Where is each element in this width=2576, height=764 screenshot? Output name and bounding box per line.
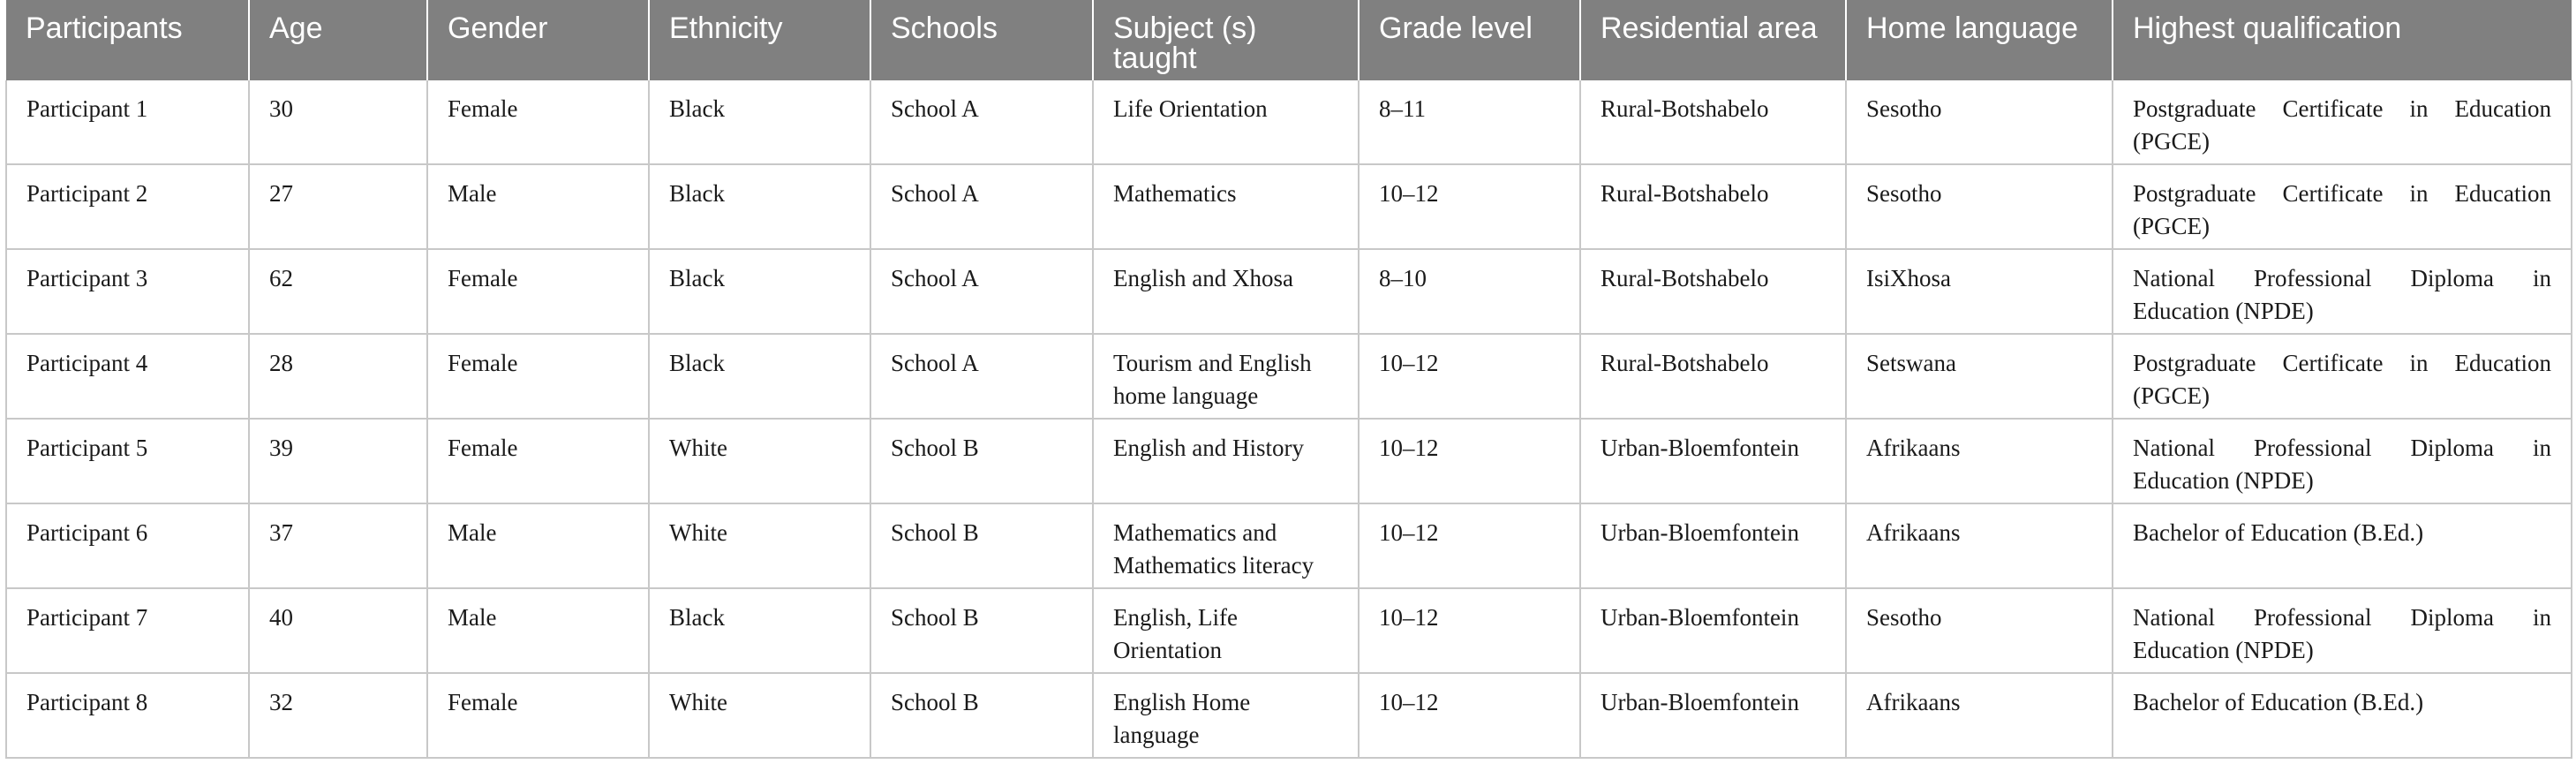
cell-ethnicity: Black [649,334,870,419]
header-schools: Schools [870,0,1093,80]
table-row [6,503,2572,588]
header-home-language: Home language [1846,0,2113,80]
cell-qualification: Postgraduate Certificate in Education (PGCE) [2113,80,2572,164]
cell-home-language: Afrikaans [1846,673,2113,758]
cell-participant: Participant 4 [6,334,249,419]
cell-ethnicity: Black [649,249,870,334]
cell-grade-level: 10–12 [1359,419,1580,503]
cell-gender: Male [427,164,649,249]
cell-age: 27 [249,164,427,249]
cell-school: School B [870,419,1093,503]
cell-participant: Participant 1 [6,80,249,164]
cell-grade-level: 8–10 [1359,249,1580,334]
cell-home-language: Sesotho [1846,588,2113,673]
cell-residential-area: Rural-Botshabelo [1580,249,1846,334]
table-header [6,0,2572,80]
cell-age: 32 [249,673,427,758]
cell-school: School A [870,249,1093,334]
cell-participant: Participant 2 [6,164,249,249]
header-residential-area: Residential area [1580,0,1846,80]
cell-grade-level: 10–12 [1359,503,1580,588]
cell-qualification: Postgraduate Certificate in Education (PGCE) [2113,334,2572,419]
cell-age: 62 [249,249,427,334]
cell-ethnicity: Black [649,164,870,249]
cell-participant: Participant 8 [6,673,249,758]
cell-participant: Participant 5 [6,419,249,503]
table-row [6,673,2572,758]
cell-residential-area: Urban-Bloemfontein [1580,588,1846,673]
cell-home-language: Afrikaans [1846,419,2113,503]
cell-residential-area: Rural-Botshabelo [1580,164,1846,249]
cell-ethnicity: White [649,503,870,588]
cell-gender: Male [427,588,649,673]
cell-residential-area: Rural-Botshabelo [1580,334,1846,419]
cell-qualification: Postgraduate Certificate in Education (PGCE) [2113,164,2572,249]
header-row [6,0,2572,80]
cell-home-language: IsiXhosa [1846,249,2113,334]
cell-school: School A [870,80,1093,164]
cell-ethnicity: White [649,673,870,758]
cell-age: 40 [249,588,427,673]
header-gender: Gender [427,0,649,80]
header-ethnicity: Ethnicity [649,0,870,80]
cell-grade-level: 10–12 [1359,334,1580,419]
cell-grade-level: 10–12 [1359,588,1580,673]
cell-gender: Female [427,334,649,419]
table-body [6,80,2572,758]
header-participants: Participants [6,0,249,80]
header-highest-qualification: Highest qualification [2113,0,2572,80]
cell-gender: Female [427,673,649,758]
cell-school: School B [870,673,1093,758]
cell-gender: Female [427,419,649,503]
cell-age: 30 [249,80,427,164]
cell-subjects: Mathematics and Mathematics literacy [1093,503,1359,588]
cell-grade-level: 10–12 [1359,164,1580,249]
header-grade-level: Grade level [1359,0,1580,80]
participants-table [5,0,2572,759]
cell-qualification: National Professional Diploma in Education (NPDE) [2113,588,2572,673]
cell-home-language: Sesotho [1846,80,2113,164]
cell-residential-area: Urban-Bloemfontein [1580,673,1846,758]
cell-qualification: National Professional Diploma in Education (NPDE) [2113,419,2572,503]
cell-home-language: Setswana [1846,334,2113,419]
cell-participant: Participant 3 [6,249,249,334]
cell-residential-area: Rural-Botshabelo [1580,80,1846,164]
cell-participant: Participant 7 [6,588,249,673]
cell-gender: Female [427,249,649,334]
cell-school: School A [870,334,1093,419]
cell-subjects: English and Xhosa [1093,249,1359,334]
cell-ethnicity: White [649,419,870,503]
cell-school: School B [870,503,1093,588]
cell-gender: Female [427,80,649,164]
cell-school: School B [870,588,1093,673]
cell-participant: Participant 6 [6,503,249,588]
cell-age: 39 [249,419,427,503]
participants-table-container [5,0,2571,759]
cell-ethnicity: Black [649,80,870,164]
cell-grade-level: 8–11 [1359,80,1580,164]
cell-age: 37 [249,503,427,588]
header-subjects-taught: Subject (s) taught [1093,0,1359,80]
cell-residential-area: Urban-Bloemfontein [1580,419,1846,503]
table-row [6,249,2572,334]
cell-subjects: English, Life Orientation [1093,588,1359,673]
cell-qualification: National Professional Diploma in Education (NPDE) [2113,249,2572,334]
cell-ethnicity: Black [649,588,870,673]
cell-subjects: Tourism and English home language [1093,334,1359,419]
header-age: Age [249,0,427,80]
table-row [6,419,2572,503]
cell-qualification: Bachelor of Education (B.Ed.) [2113,673,2572,758]
cell-qualification: Bachelor of Education (B.Ed.) [2113,503,2572,588]
cell-home-language: Afrikaans [1846,503,2113,588]
cell-subjects: English Home language [1093,673,1359,758]
table-row [6,164,2572,249]
table-row [6,334,2572,419]
cell-gender: Male [427,503,649,588]
cell-grade-level: 10–12 [1359,673,1580,758]
cell-subjects: Life Orientation [1093,80,1359,164]
cell-subjects: English and History [1093,419,1359,503]
cell-subjects: Mathematics [1093,164,1359,249]
cell-school: School A [870,164,1093,249]
cell-age: 28 [249,334,427,419]
cell-home-language: Sesotho [1846,164,2113,249]
table-row [6,80,2572,164]
table-row [6,588,2572,673]
cell-residential-area: Urban-Bloemfontein [1580,503,1846,588]
